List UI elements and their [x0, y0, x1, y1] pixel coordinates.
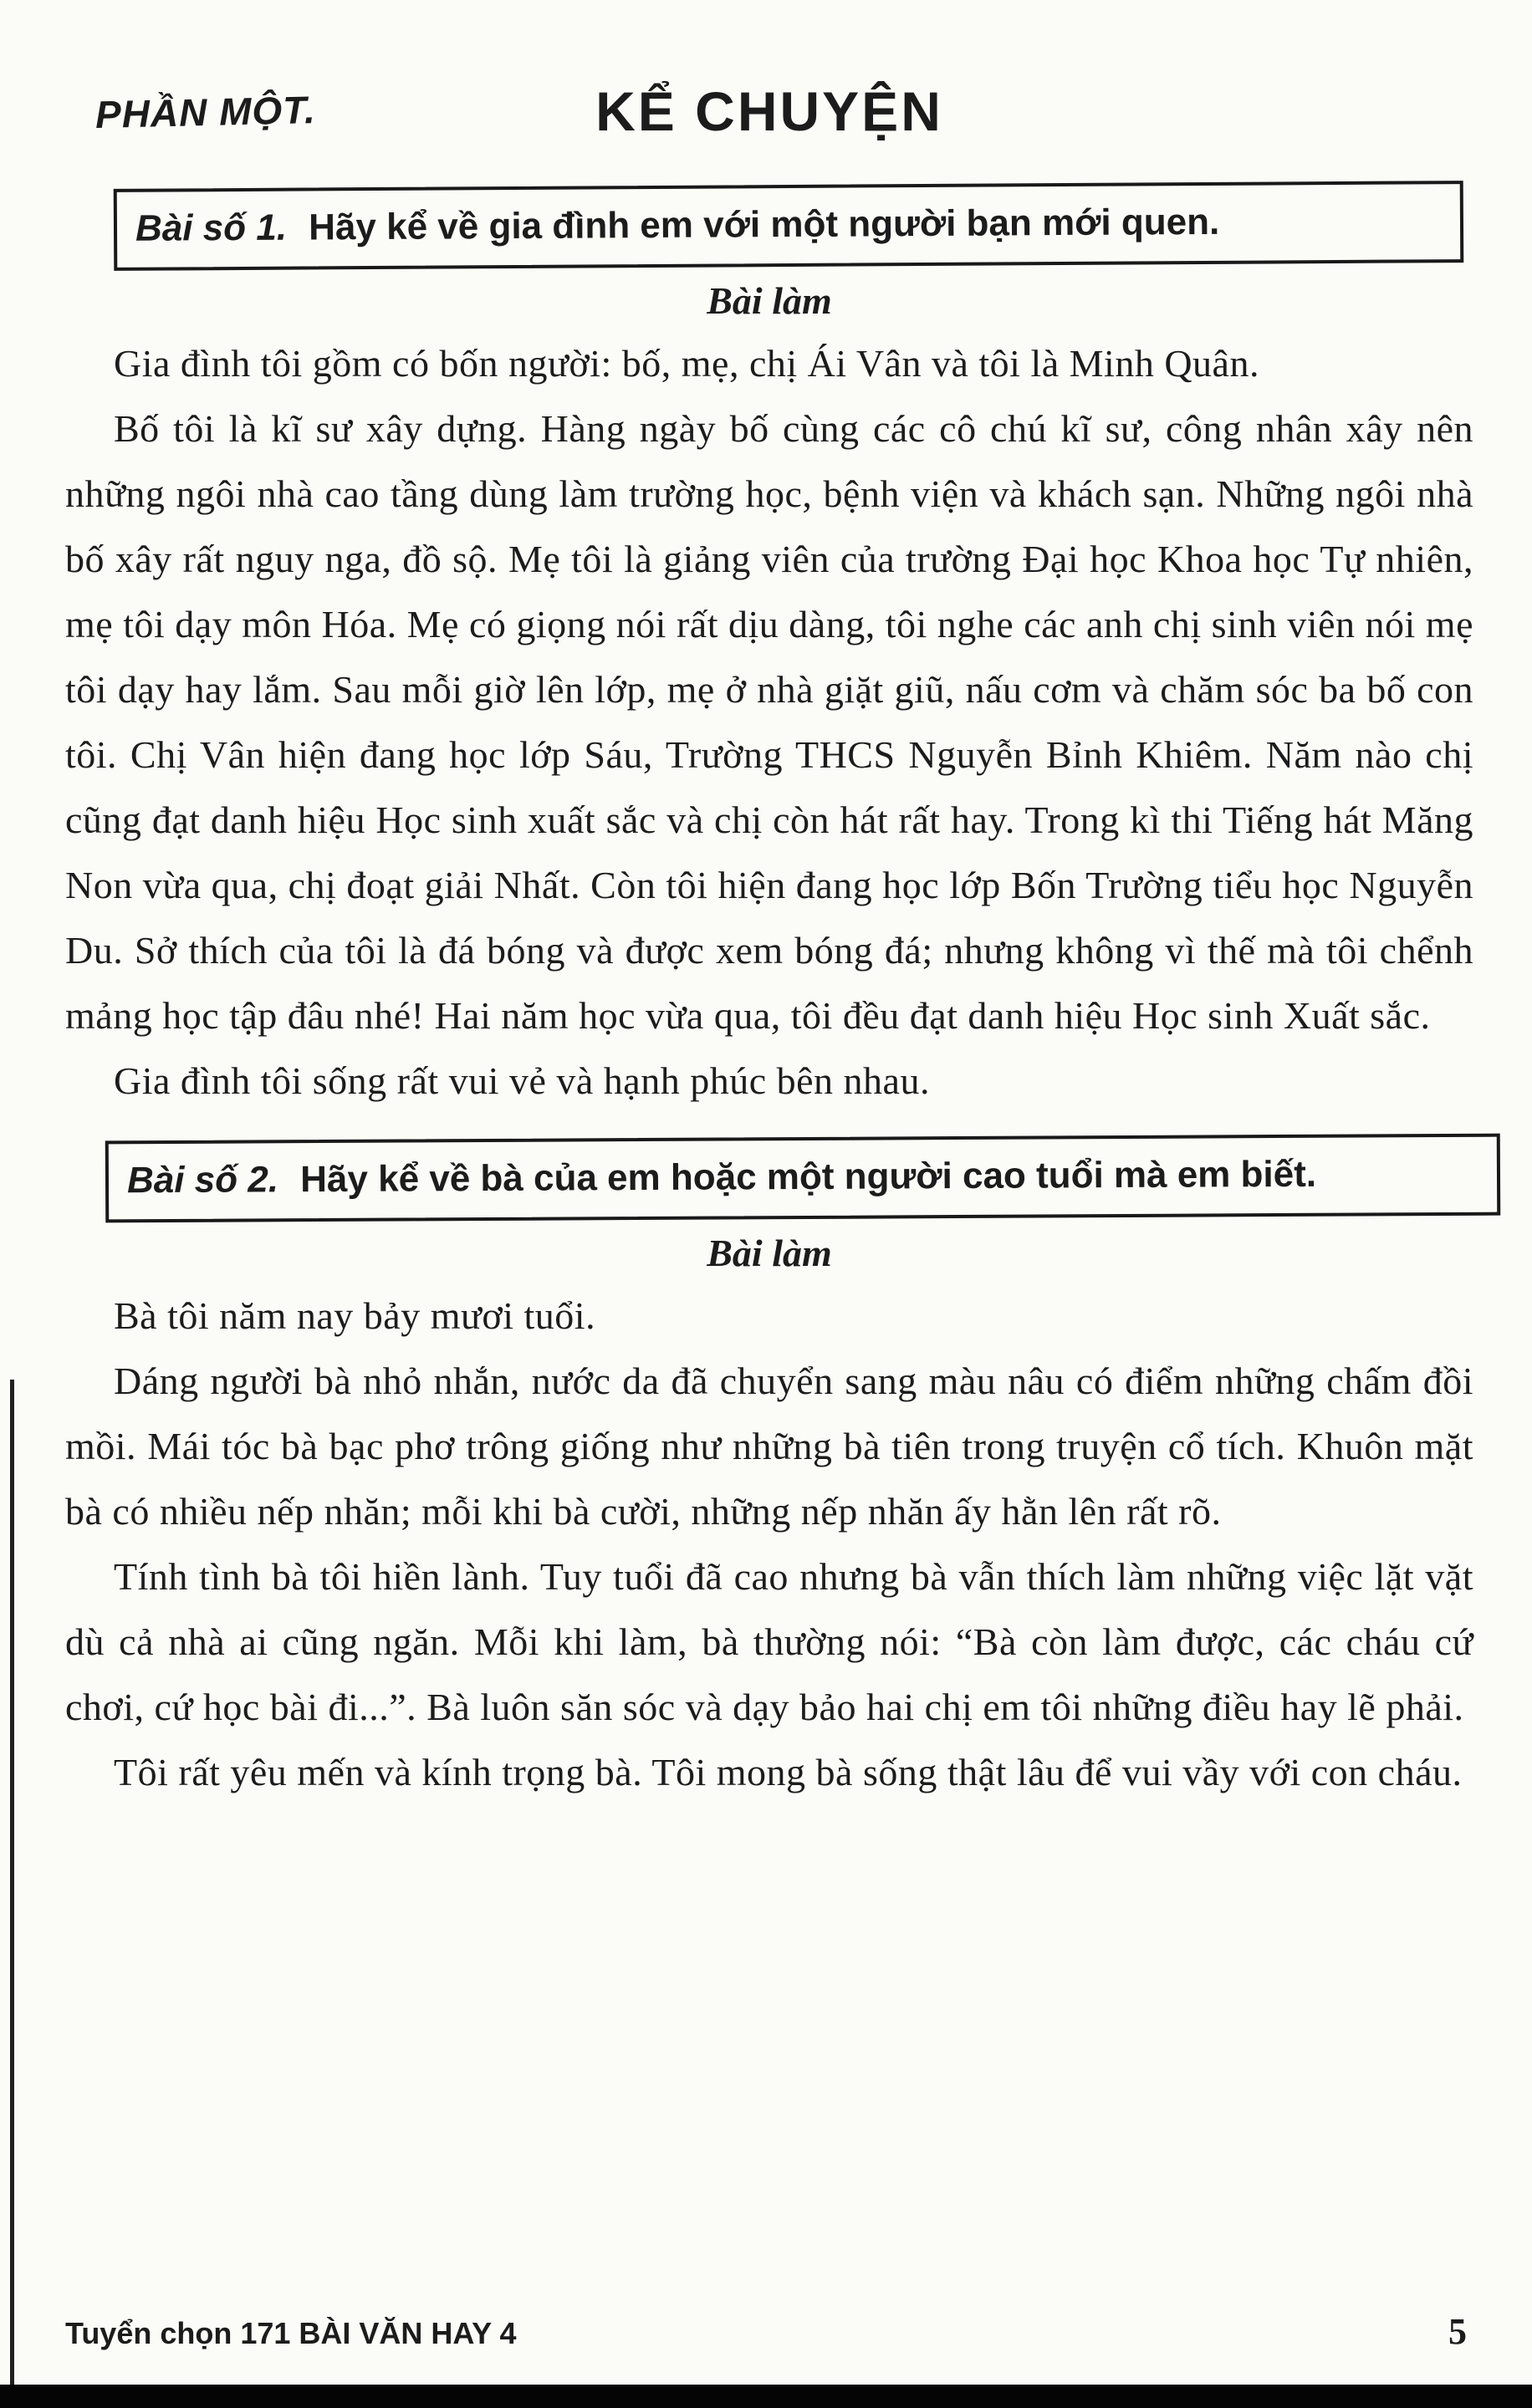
exercise-2-paragraph: Dáng người bà nhỏ nhắn, nước da đã chuyển sang màu nâu có điểm những chấm đồi mồi. Mái tóc bà bạc phơ trông giống như những bà tiên trong truyện cổ tích. Khuôn mặt bà có nhiều nếp nhăn; mỗi khi bà cười, những nếp nhăn ấy hằn lên rất rõ. — [65, 1360, 1473, 1533]
exercise-2-prompt-text: Hãy kể về bà của em hoặc một người cao tuổi mà em biết. — [300, 1153, 1317, 1201]
page-header — [65, 71, 1473, 155]
exercise-1-number: Bài số 1. — [135, 207, 288, 249]
exercise-1-prompt-box — [114, 181, 1464, 271]
footer-book-title: Tuyển chọn 171 BÀI VĂN HAY 4 — [65, 2316, 517, 2350]
footer-page-number: 5 — [1448, 2311, 1467, 2352]
exercise-1-paragraph: Gia đình tôi sống rất vui vẻ và hạnh phúc bên nhau. — [114, 1059, 930, 1102]
exercise-2-paragraph: Tôi rất yêu mến và kính trọng bà. Tôi mong bà sống thật lâu để vui vầy với con cháu. — [114, 1751, 1463, 1793]
exercise-2-prompt-box — [105, 1134, 1500, 1223]
exercise-1-paragraph: Gia đình tôi gồm có bốn người: bố, mẹ, chị Ái Vân và tôi là Minh Quân. — [114, 342, 1259, 385]
page-footer — [65, 2310, 1467, 2353]
part-label: PHẦN MỘT. — [94, 88, 317, 136]
scan-artifact-bottom-bar — [0, 2385, 1532, 2408]
section-exercise-2 — [65, 1137, 1473, 1805]
exercise-1-subtitle: Bài làm — [707, 279, 832, 322]
exercise-1-paragraph: Bố tôi là kĩ sư xây dựng. Hàng ngày bố cùng các cô chú kĩ sư, công nhân xây nên những ngôi nhà cao tầng dùng làm trường học, bệnh viện và khách sạn. Những ngôi nhà bố xây rất nguy nga, đồ sộ. Mẹ tôi là giảng viên của trường Đại học Khoa học Tự nhiên, mẹ tôi dạy môn Hóa. Mẹ có giọng nói rất dịu dàng, tôi nghe các anh chị sinh viên nói mẹ tôi dạy hay lắm. Sau mỗi giờ lên lớp, mẹ ở nhà giặt giũ, nấu cơm và chăm sóc ba bố con tôi. Chị Vân hiện đang học lớp Sáu, Trường THCS Nguyễn Bỉnh Khiêm. Năm nào chị cũng đạt danh hiệu Học sinh xuất sắc và chị còn hát rất hay. Trong kì thi Tiếng hát Măng Non vừa qua, chị đoạt giải Nhất. Còn tôi hiện đang học lớp Bốn Trường tiểu học Nguyễn Du. Sở thích của tôi là đá bóng và được xem bóng đá; nhưng không vì thế mà tôi chểnh mảng học tập đâu nhé! Hai năm học vừa qua, tôi đều đạt danh hiệu Học sinh Xuất sắc. — [65, 407, 1473, 1037]
exercise-1-prompt-text: Hãy kể về gia đình em với một người bạn mới quen. — [309, 201, 1220, 248]
exercise-2-paragraph: Tính tình bà tôi hiền lành. Tuy tuổi đã cao nhưng bà vẫn thích làm những việc lặt vặt dù cả nhà ai cũng ngăn. Mỗi khi làm, bà thường nói: “Bà còn làm được, các cháu cứ chơi, cứ học bài đi...”. Bà luôn săn sóc và dạy bảo hai chị em tôi những điều hay lẽ phải. — [65, 1555, 1473, 1728]
exercise-2-paragraph: Bà tôi năm nay bảy mươi tuổi. — [114, 1294, 596, 1337]
exercise-2-subtitle: Bài làm — [707, 1232, 832, 1274]
scan-artifact-left-line — [10, 1380, 14, 2385]
section-exercise-1 — [65, 185, 1473, 1114]
page-title: KỂ CHUYỆN — [595, 80, 943, 142]
exercise-2-number: Bài số 2. — [126, 1159, 279, 1201]
